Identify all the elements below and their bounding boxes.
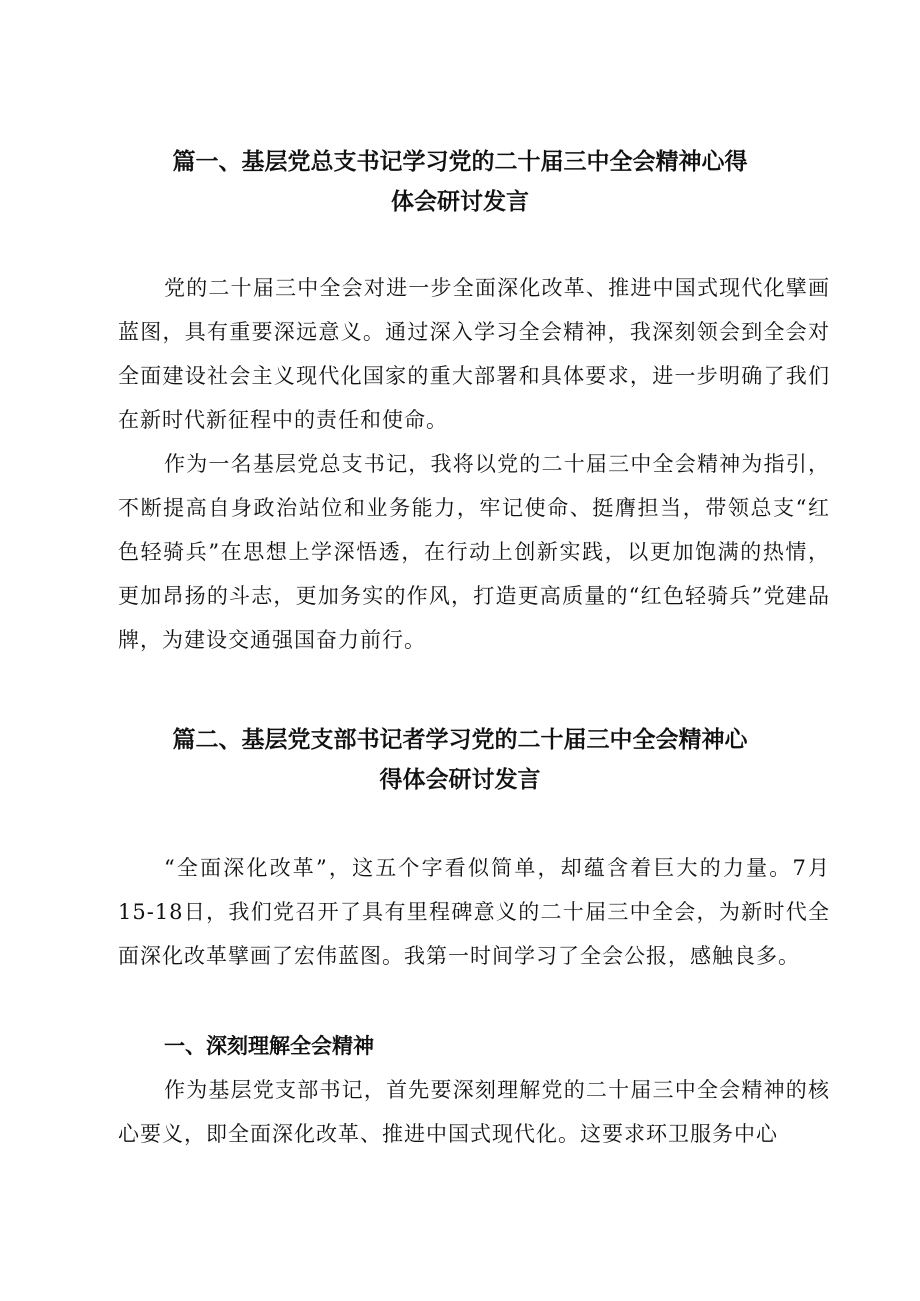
section1-paragraph-2: 作为一名基层党总支书记，我将以党的二十届三中全会精神为指引，不断提高自身政治站位和业务能力，牢记使命、挺膺担当，带领总支“红色轻骑兵”在思想上学深悟透，在行动上创新实践，以更加饱满的热情，更加昂扬的斗志，更加务实的作风，打造更高质量的“红色轻骑兵”党建品牌，为建设交通强国奋力前行。: [118, 452, 830, 652]
section1-paragraph-1: 党的二十届三中全会对进一步全面深化改革、推进中国式现代化擘画蓝图，具有重要深远意义。通过深入学习全会精神，我深刻领会到全会对全面建设社会主义现代化国家的重大部署和具体要求，进一步明确了我们在新时代新征程中的责任和使命。: [118, 276, 830, 432]
section2-intro-paragraph: “全面深化改革”，这五个字看似简单，却蕴含着巨大的力量。7月15-18日，我们党召开了具有里程碑意义的二十届三中全会，为新时代全面深化改革擘画了宏伟蓝图。我第一时间学习了全会公报，感触良多。: [118, 856, 830, 968]
section2-title-line1: 篇二、基层党支部书记者学习党的二十届三中全会精神心: [172, 727, 748, 753]
section2-body-paragraph: 作为基层党支部书记，首先要深刻理解党的二十届三中全会精神的核心要义，即全面深化改革、推进中国式现代化。这要求环卫服务中心: [118, 1078, 830, 1146]
section2-title-line2: 得体会研讨发言: [379, 767, 541, 793]
section1-title-line1: 篇一、基层党总支书记学习党的二十届三中全会精神心得: [172, 149, 748, 175]
section2-title: [0, 720, 920, 800]
section2-subheading: 一、深刻理解全会精神: [164, 1034, 374, 1058]
section1-title: [0, 142, 920, 222]
section1-title-line2: 体会研讨发言: [391, 189, 529, 215]
